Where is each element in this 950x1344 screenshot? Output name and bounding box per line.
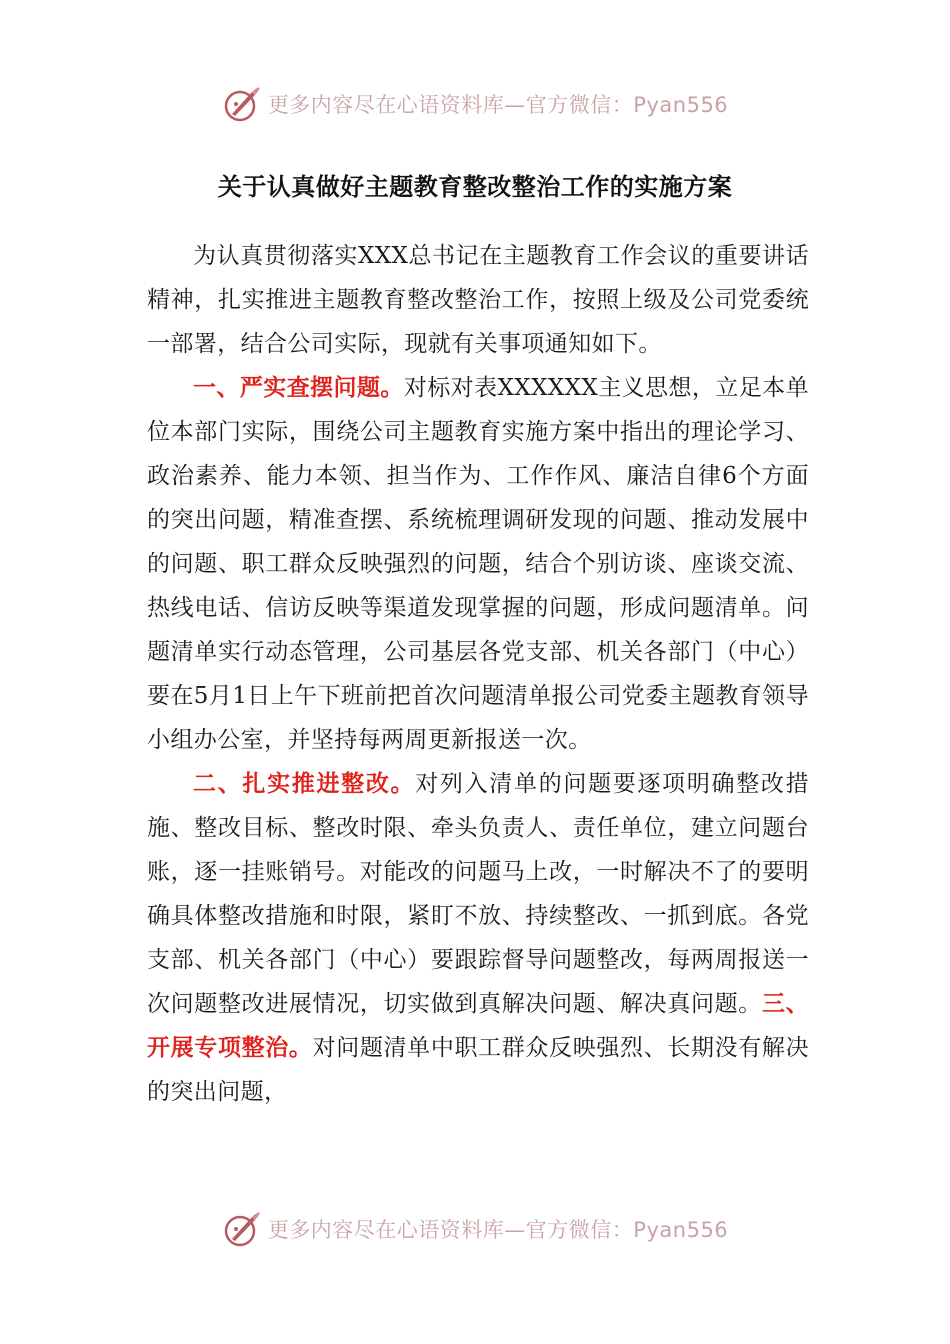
watermark-banner-top <box>0 84 950 124</box>
section-3-heading: 三、开展专项整治。 <box>147 990 809 1061</box>
quill-pen-logo-icon <box>222 1209 262 1249</box>
section-2-paragraph <box>147 762 809 1114</box>
section-1-paragraph <box>147 366 809 762</box>
section-2-text: 对列入清单的问题要逐项明确整改措施、整改目标、整改时限、牵头负责人、责任单位，建立问题台账，逐一挂账销号。对能改的问题马上改，一时解决不了的要明确具体整改措施和时限，紧盯不放、持续整改、一抓到底。各党支部、机关各部门（中心）要跟踪督导问题整改，每两周报送一次问题整改进展情况，切实做到真解决问题、解决真问题。 <box>147 771 809 1017</box>
intro-paragraph: 为认真贯彻落实XXX总书记在主题教育工作会议的重要讲话精神，扎实推进主题教育整改整治工作，按照上级及公司党委统一部署，结合公司实际，现就有关事项通知如下。 <box>147 243 809 357</box>
section-1-text: 对标对表XXXXXX主义思想，立足本单位本部门实际，围绕公司主题教育实施方案中指出的理论学习、政治素养、能力本领、担当作为、工作作风、廉洁自律6个方面的突出问题，精准查摆、系统梳理调研发现的问题、推动发展中的问题、职工群众反映强烈的问题，结合个别访谈、座谈交流、热线电话、信访反映等渠道发现掌握的问题，形成问题清单。问题清单实行动态管理，公司基层各党支部、机关各部门（中心）要在5月1日上午下班前把首次问题清单报公司党委主题教育领导小组办公室，并坚持每两周更新报送一次。 <box>147 375 809 753</box>
document-body <box>147 234 809 1114</box>
watermark-banner-bottom <box>0 1209 950 1249</box>
section-1-heading: 一、严实查摆问题。 <box>193 374 404 401</box>
section-3-text: 对问题清单中职工群众反映强烈、长期没有解决的突出问题， <box>147 1035 809 1105</box>
section-2-heading: 二、扎实推进整改。 <box>193 770 416 797</box>
watermark-text: 更多内容尽在心语资料库—官方微信：Pyan556 <box>267 1218 729 1242</box>
quill-pen-logo-icon <box>222 84 262 124</box>
document-title: 关于认真做好主题教育整改整治工作的实施方案 <box>217 172 733 201</box>
watermark-text: 更多内容尽在心语资料库—官方微信：Pyan556 <box>267 93 729 117</box>
